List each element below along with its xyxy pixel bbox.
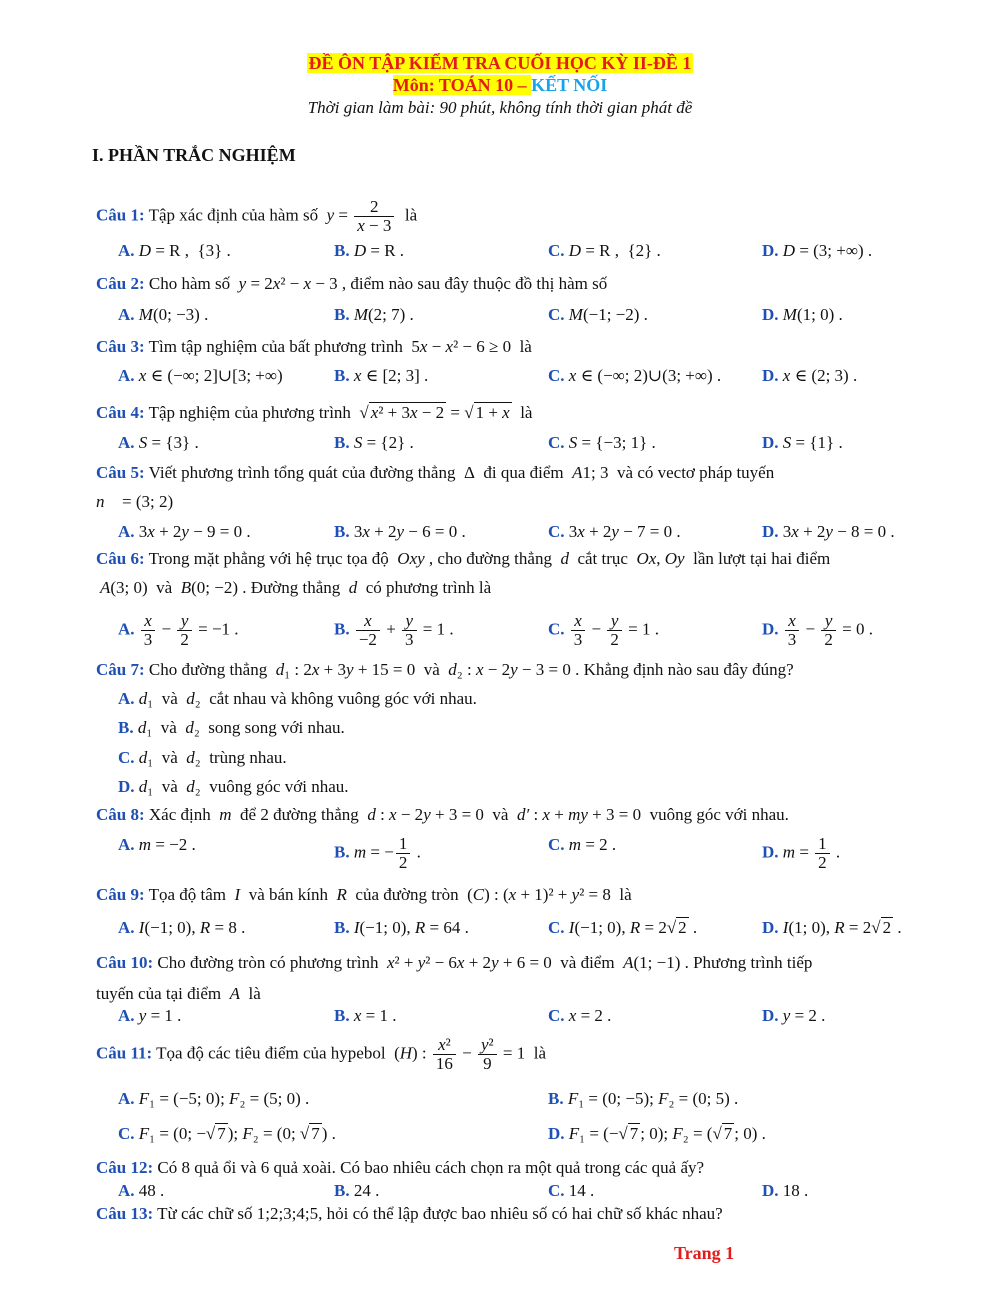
q7-option-b[interactable]: B. d₁ và d₂ song song với nhau. [118, 718, 345, 737]
question-2: Câu 2: Cho hàm số y = 2x² − x − 3 , điểm nào sau đây thuộc đồ thị hàm số [96, 274, 608, 293]
q4-option-a[interactable]: A. S = {3} . [118, 433, 199, 452]
q4-option-c[interactable]: C. S = {−3; 1} . [548, 433, 656, 452]
q10-option-a[interactable]: A. y = 1 . [118, 1006, 182, 1025]
question-7: Câu 7: Cho đường thẳng d₁ : 2x + 3y + 15 = 0 và d₂ : x − 2y − 3 = 0 . Khẳng định nào sau đây đúng? [96, 660, 794, 679]
question-1: Câu 1: Tập xác định của hàm số y = $\frac{2}{x - 3}$ là [96, 197, 418, 235]
q10-option-c[interactable]: C. x = 2 . [548, 1006, 612, 1025]
q2-option-c[interactable]: C. M(−1; −2) . [548, 305, 648, 324]
q11-option-a[interactable]: A. F₁ = (−5; 0); F₂ = (5; 0) . [118, 1089, 310, 1108]
q3-option-b[interactable]: B. x ∈ [2; 3] . [334, 366, 429, 385]
q2-option-b[interactable]: B. M(2; 7) . [334, 305, 414, 324]
q1-option-d[interactable]: D. D = (3; +∞) . [762, 241, 873, 260]
q7-option-d[interactable]: D. d₁ và d₂ vuông góc với nhau. [118, 777, 349, 796]
q5-option-d[interactable]: D. 3x + 2y − 8 = 0 . [762, 522, 895, 541]
q1-option-b[interactable]: B. D = R . [334, 241, 405, 260]
question-11: Câu 11: Tọa độ các tiêu điểm của hypebol (H) : $\frac{\text{x²}}{16}$ − $\frac{\text{y²}}{9}$ = 1 là [96, 1035, 547, 1073]
q3-option-a[interactable]: A. x ∈ (−∞; 2]∪[3; +∞) [118, 366, 283, 385]
q12-option-a[interactable]: A. 48 . [118, 1181, 165, 1200]
q3-option-d[interactable]: D. x ∈ (2; 3) . [762, 366, 858, 385]
q1-option-c[interactable]: C. D = R , {2} . [548, 241, 661, 260]
q8-option-c[interactable]: C. m = 2 . [548, 835, 617, 854]
q9-option-b[interactable]: B. I(−1; 0), R = 64 . [334, 918, 469, 937]
q10-option-d[interactable]: D. y = 2 . [762, 1006, 826, 1025]
q6-option-b[interactable]: B. $\frac{x}{-2}$ + $\frac{y}{3}$ = 1 . [334, 611, 454, 649]
q5-option-c[interactable]: C. 3x + 2y − 7 = 0 . [548, 522, 681, 541]
question-3: Câu 3: Tìm tập nghiệm của bất phương trình 5x − x² − 6 ≥ 0 là [96, 337, 532, 356]
q9-option-d[interactable]: D. I(1; 0), R = 2√ 2 . [762, 918, 902, 937]
q12-option-c[interactable]: C. 14 . [548, 1181, 595, 1200]
question-8: Câu 8: Xác định m để 2 đường thẳng d : x − 2y + 3 = 0 và d′ : x + my + 3 = 0 vuông góc với nhau. [96, 805, 789, 824]
q2-option-d[interactable]: D. M(1; 0) . [762, 305, 843, 324]
question-10: Câu 10: Cho đường tròn có phương trình x² + y² − 6x + 2y + 6 = 0 và điểm A(1; −1) . Phương trình tiếp [96, 953, 813, 972]
q12-option-b[interactable]: B. 24 . [334, 1181, 380, 1200]
q4-option-d[interactable]: D. S = {1} . [762, 433, 843, 452]
question-5: Câu 5: Viết phương trình tổng quát của đường thẳng Δ đi qua điểm A1; 3 và có vectơ pháp tuyến [96, 463, 775, 482]
q11-option-d[interactable]: D. F₁ = (−√ 7 ; 0); F₂ = (√ 7 ; 0) . [548, 1124, 766, 1143]
q6-option-d[interactable]: D. $\frac{x}{3}$ − $\frac{y}{2}$ = 0 . [762, 611, 873, 649]
q8-option-b[interactable]: B. m = − $\frac{1}{2}$ . [334, 834, 421, 872]
q10-option-b[interactable]: B. x = 1 . [334, 1006, 397, 1025]
q7-option-c[interactable]: C. d₁ và d₂ trùng nhau. [118, 748, 287, 767]
q10-line2: tuyến của tại điểm A là [96, 984, 261, 1003]
q6-option-a[interactable]: A. $\frac{x}{3}$ − $\frac{y}{2}$ = −1 . [118, 611, 239, 649]
page-number: Trang 1 [674, 1243, 735, 1263]
exam-subject: Môn: TOÁN 10 – KẾT NỐI [392, 75, 608, 95]
exam-title: ĐỀ ÔN TẬP KIỂM TRA CUỐI HỌC KỲ II-ĐỀ 1 [308, 53, 692, 73]
section-heading: I. PHẦN TRẮC NGHIỆM [92, 145, 296, 165]
q6-line2: A(3; 0) và B(0; −2) . Đường thẳng d có phương trình là [100, 578, 492, 597]
q12-option-d[interactable]: D. 18 . [762, 1181, 809, 1200]
q11-option-b[interactable]: B. F₁ = (0; −5); F₂ = (0; 5) . [548, 1089, 739, 1108]
q2-option-a[interactable]: A. M(0; −3) . [118, 305, 209, 324]
q6-option-c[interactable]: C. $\frac{x}{3}$ − $\frac{y}{2}$ = 1 . [548, 611, 659, 649]
q5-option-a[interactable]: A. 3x + 2y − 9 = 0 . [118, 522, 251, 541]
question-9: Câu 9: Tọa độ tâm I và bán kính R của đường tròn (C) : (x + 1)² + y² = 8 là [96, 885, 632, 904]
q9-option-c[interactable]: C. I(−1; 0), R = 2√ 2 . [548, 918, 698, 937]
q1-option-a[interactable]: A. D = R , {3} . [118, 241, 231, 260]
q8-option-d[interactable]: D. m = $\frac{1}{2}$ . [762, 834, 841, 872]
q11-option-c[interactable]: C. F₁ = (0; −√ 7 ); F₂ = (0; √ 7 ) . [118, 1124, 336, 1143]
q8-option-a[interactable]: A. m = −2 . [118, 835, 196, 854]
question-13: Câu 13: Từ các chữ số 1;2;3;4;5, hỏi có thể lập được bao nhiêu số có hai chữ số khác nhau? [96, 1204, 723, 1223]
q5-option-b[interactable]: B. 3x + 2y − 6 = 0 . [334, 522, 466, 541]
q3-option-c[interactable]: C. x ∈ (−∞; 2)∪(3; +∞) . [548, 366, 722, 385]
q7-option-a[interactable]: A. d₁ và d₂ cắt nhau và không vuông góc với nhau. [118, 689, 477, 708]
q9-option-a[interactable]: A. I(−1; 0), R = 8 . [118, 918, 246, 937]
question-6: Câu 6: Trong mặt phẳng với hệ trục tọa độ Oxy , cho đường thẳng d cắt trục Ox, Oy lần lượt tại hai điểm [96, 549, 831, 568]
question-12: Câu 12: Có 8 quả ổi và 6 quả xoài. Có bao nhiêu cách chọn ra một quả trong các quả ấy? [96, 1158, 705, 1177]
q5-normal-vector: n⃗ = (3; 2) [96, 492, 174, 511]
q4-option-b[interactable]: B. S = {2} . [334, 433, 414, 452]
question-4: Câu 4: Tập nghiệm của phương trình √ x² + 3x − 2 = √ 1 + x là [96, 403, 533, 422]
exam-time: Thời gian làm bài: 90 phút, không tính thời gian phát đề [307, 98, 693, 117]
